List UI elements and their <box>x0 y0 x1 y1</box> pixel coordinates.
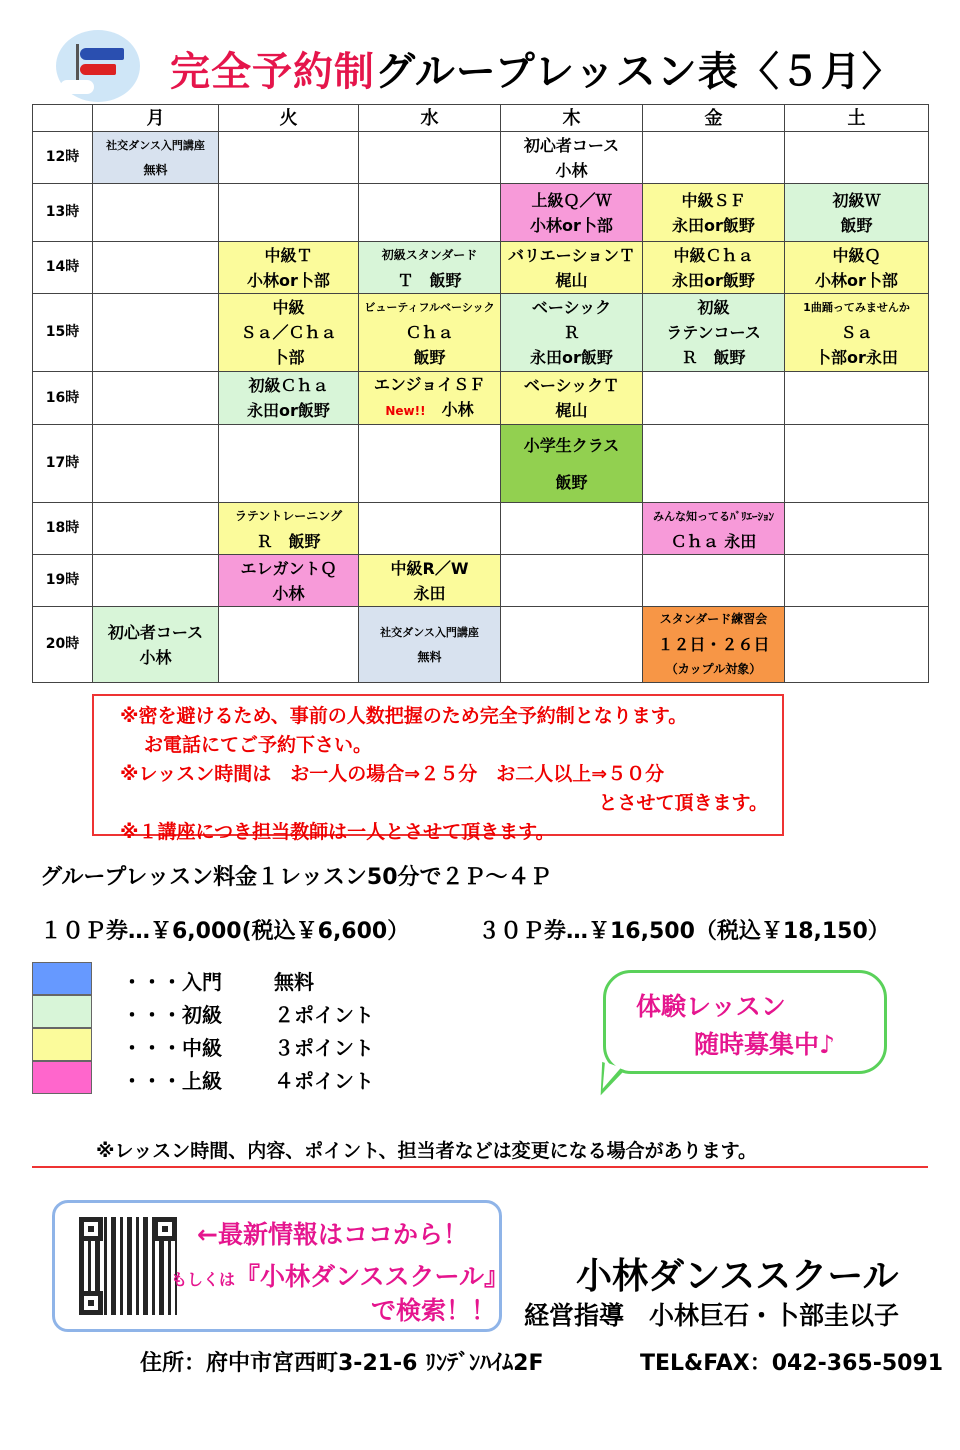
empty-cell <box>785 503 929 555</box>
day-header: 火 <box>219 105 359 132</box>
title-highlight: 完全予約制 <box>170 49 375 95</box>
ticket-30p-price: ３０Ｐ券…￥16,500（税込￥18,150） <box>478 919 890 944</box>
legend-swatch-elementary <box>32 995 92 1028</box>
ticket-10p-price: １０Ｐ券…￥6,000(税込￥6,600） <box>40 919 410 944</box>
empty-cell <box>93 242 219 294</box>
empty-cell <box>219 132 359 184</box>
empty-cell <box>359 425 501 503</box>
lesson-cell: エンジョイＳＦ New!! 小林 <box>359 372 501 425</box>
legend-item: ・・・入門 無料 <box>122 970 314 994</box>
qr-search-hint: で検索！！ <box>371 1296 497 1325</box>
title-rest: グループレッスン表〈５月〉 <box>375 49 903 95</box>
time-label: 18時 <box>33 503 93 555</box>
qr-panel <box>52 1200 510 1332</box>
empty-cell <box>93 294 219 372</box>
day-header: 月 <box>93 105 219 132</box>
empty-cell <box>219 607 359 683</box>
empty-cell <box>643 132 785 184</box>
lesson-cell: 初級Ｗ 飯野 <box>785 184 929 242</box>
lesson-cell: 1曲踊ってみませんか Ｓａ 卜部or永田 <box>785 294 929 372</box>
empty-cell <box>93 425 219 503</box>
change-note: ※レッスン時間、内容、ポイント、担当者などは変更になる場合があります。 <box>96 1140 758 1162</box>
lesson-cell: 初級Ｃｈａ 永田or飯野 <box>219 372 359 425</box>
lesson-cell: 中級R／W 永田 <box>359 555 501 607</box>
fee-heading: グループレッスン料金１レッスン50分で２Ｐ～４Ｐ <box>40 865 552 890</box>
lesson-cell: ベーシック Ｒ 永田or飯野 <box>501 294 643 372</box>
notice-line: とさせて頂きます。 <box>598 792 768 814</box>
day-header: 土 <box>785 105 929 132</box>
empty-cell <box>643 555 785 607</box>
legend-item: ・・・中級 ３ポイント <box>122 1036 374 1060</box>
empty-cell <box>785 425 929 503</box>
empty-cell <box>219 184 359 242</box>
address: 住所：府中市宮西町3-21-6 ﾘﾝﾃﾞﾝﾊｲﾑ2F <box>140 1351 544 1376</box>
empty-cell <box>359 503 501 555</box>
empty-cell <box>643 372 785 425</box>
time-label: 13時 <box>33 184 93 242</box>
time-label: 14時 <box>33 242 93 294</box>
lesson-cell: 初級 ラテンコース Ｒ 飯野 <box>643 294 785 372</box>
notice-line: お電話にてご予約下さい。 <box>144 734 373 756</box>
management: 経営指導 小林巨石・卜部圭以子 <box>524 1301 900 1330</box>
trial-line2: 随時募集中♪ <box>694 1030 835 1059</box>
divider <box>32 1166 928 1168</box>
notice-box <box>92 694 784 843</box>
time-label: 12時 <box>33 132 93 184</box>
page-title <box>170 40 903 97</box>
lesson-cell: ラテントレーニング Ｒ 飯野 <box>219 503 359 555</box>
lesson-cell: みんな知ってるﾊﾞﾘｴｰｼｮﾝ Ｃｈａ 永田 <box>643 503 785 555</box>
legend-swatch-beginner-intro <box>32 962 92 995</box>
legend-swatch-intermediate <box>32 1028 92 1061</box>
lesson-cell: 初心者コース 小林 <box>93 607 219 683</box>
time-label: 19時 <box>33 555 93 607</box>
day-header: 金 <box>643 105 785 132</box>
notice-line: ※レッスン時間は お一人の場合⇒２５分 お二人以上⇒５０分 <box>120 763 665 785</box>
lesson-cell: エレガントＱ 小林 <box>219 555 359 607</box>
empty-cell <box>219 425 359 503</box>
legend-item: ・・・初級 ２ポイント <box>122 1003 374 1027</box>
empty-cell <box>501 503 643 555</box>
empty-cell <box>785 607 929 683</box>
school-name: 小林ダンススクール <box>576 1256 899 1297</box>
qr-search-name: もしくは『小林ダンススクール』 <box>171 1262 510 1291</box>
day-header: 水 <box>359 105 501 132</box>
empty-cell <box>93 184 219 242</box>
legend-swatch-advanced <box>32 1061 92 1094</box>
empty-cell <box>643 425 785 503</box>
empty-cell <box>501 555 643 607</box>
empty-cell <box>93 503 219 555</box>
day-header: 木 <box>501 105 643 132</box>
lesson-cell: ベーシックＴ 梶山 <box>501 372 643 425</box>
empty-cell <box>785 555 929 607</box>
empty-cell <box>93 555 219 607</box>
empty-cell <box>785 372 929 425</box>
time-label: 16時 <box>33 372 93 425</box>
lesson-cell: 中級Ｔ 小林or卜部 <box>219 242 359 294</box>
trial-line1: 体験レッスン <box>636 992 786 1021</box>
qr-caption: ←最新情報はココから！ <box>197 1220 468 1249</box>
legend-item: ・・・上級 ４ポイント <box>122 1069 374 1093</box>
lesson-cell: バリエーションＴ 梶山 <box>501 242 643 294</box>
trial-lesson-bubble <box>603 970 887 1074</box>
time-label: 15時 <box>33 294 93 372</box>
lesson-cell: 中級 Ｓａ／Ｃｈａ 卜部 <box>219 294 359 372</box>
empty-cell <box>785 132 929 184</box>
lesson-cell: 初心者コース 小林 <box>501 132 643 184</box>
corner-cell <box>33 105 93 132</box>
empty-cell <box>359 184 501 242</box>
notice-line: ※１講座につき担当教師は一人とさせて頂きます。 <box>120 821 555 843</box>
lesson-cell: ビューティフルベーシック Ｃｈａ 飯野 <box>359 294 501 372</box>
empty-cell <box>501 607 643 683</box>
empty-cell <box>93 372 219 425</box>
lesson-cell: 社交ダンス入門講座 無料 <box>93 132 219 184</box>
lesson-cell: 社交ダンス入門講座 無料 <box>359 607 501 683</box>
telephone: TEL&FAX：042-365-5091 <box>640 1351 944 1376</box>
notice-line: ※密を避けるため、事前の人数把握のため完全予約制となります。 <box>120 705 688 727</box>
time-label: 17時 <box>33 425 93 503</box>
lesson-cell: 初級スタンダード Ｔ 飯野 <box>359 242 501 294</box>
time-label: 20時 <box>33 607 93 683</box>
lesson-cell: 中級ＳＦ 永田or飯野 <box>643 184 785 242</box>
empty-cell <box>359 132 501 184</box>
lesson-cell: 上級Ｑ／Ｗ 小林or卜部 <box>501 184 643 242</box>
schedule-table <box>32 104 929 683</box>
lesson-cell: 中級Ｑ 小林or卜部 <box>785 242 929 294</box>
qr-code-icon[interactable] <box>79 1217 177 1315</box>
lesson-cell: スタンダード練習会 １２日・２６日 （カップル対象） <box>643 607 785 683</box>
koinobori-logo-icon <box>56 30 140 102</box>
lesson-cell: 小学生クラス 飯野 <box>501 425 643 503</box>
new-badge: New!! <box>385 404 426 418</box>
lesson-cell: 中級Ｃｈａ 永田or飯野 <box>643 242 785 294</box>
